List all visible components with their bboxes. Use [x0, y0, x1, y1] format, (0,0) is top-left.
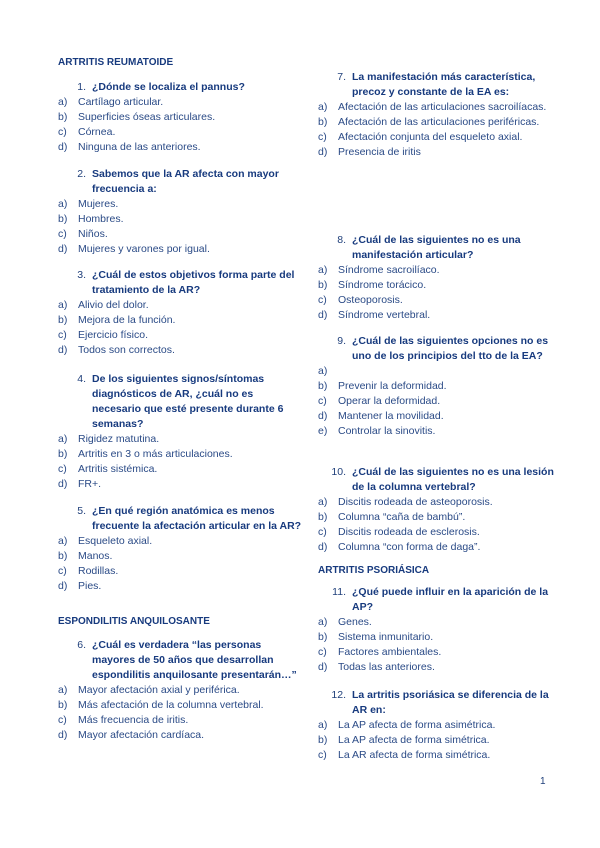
option-letter: d): [58, 580, 68, 592]
answer-option: [318, 630, 563, 645]
option-letter: a): [58, 684, 68, 696]
option-letter: b): [318, 279, 328, 291]
option-text: Afectación conjunta del esqueleto axial.: [338, 131, 523, 143]
option-text: Síndrome sacroilíaco.: [338, 264, 440, 276]
question-text: [318, 70, 563, 100]
question-prompt: ¿En qué región anatómica es menos frecuente la afectación articular en la AR?: [92, 505, 302, 532]
option-letter: a): [58, 433, 68, 445]
section-heading-espondilitis: ESPONDILITIS ANQUILOSANTE: [58, 616, 210, 627]
option-text: Síndrome torácico.: [338, 279, 427, 291]
question-prompt: ¿Cuál de las siguientes no es una lesión de la columna vertebral?: [352, 466, 554, 493]
option-text: Ninguna de las anteriores.: [78, 141, 201, 153]
option-letter: d): [318, 661, 328, 673]
question-prompt: ¿Cuál de las siguientes no es una manifestación articular?: [352, 234, 521, 261]
question-prompt: ¿Cuál de las siguientes opciones no es uno de los principios del tto de la EA?: [352, 335, 549, 362]
option-letter: a): [58, 96, 68, 108]
question-number: 2.: [77, 168, 86, 180]
option-letter: b): [58, 550, 68, 562]
option-text: Prevenir la deformidad.: [338, 380, 447, 392]
option-text: Esqueleto axial.: [78, 535, 153, 547]
question-number: 12.: [331, 689, 346, 701]
answer-option: [318, 733, 563, 748]
section-heading-artritis-reumatoide: ARTRITIS REUMATOIDE: [58, 57, 174, 68]
option-text: Superficies óseas articulares.: [78, 111, 216, 123]
answer-option: [58, 343, 303, 358]
option-letter: d): [318, 541, 328, 553]
answer-option: [58, 713, 303, 728]
answer-option: [58, 564, 303, 579]
option-text: Artritis en 3 o más articulaciones.: [78, 448, 233, 460]
question-4: [58, 372, 303, 492]
answer-option: [318, 278, 563, 293]
question-6: [58, 638, 303, 743]
option-letter: d): [58, 141, 68, 153]
answer-option: [58, 125, 303, 140]
option-text: Más afectación de la columna vertebral.: [78, 699, 264, 711]
answer-option: [58, 242, 303, 257]
option-text: Ejercicio físico.: [78, 329, 149, 341]
option-text: Todas las anteriores.: [338, 661, 435, 673]
option-letter: d): [58, 243, 68, 255]
option-text: Controlar la sinovitis.: [338, 425, 436, 437]
question-8: [318, 233, 563, 323]
option-letter: b): [58, 699, 68, 711]
question-11: [318, 585, 563, 675]
question-text: [318, 465, 563, 495]
option-letter: c): [58, 329, 67, 341]
question-prompt: ¿Dónde se localiza el pannus?: [92, 81, 245, 93]
option-text: Columna “con forma de daga”.: [338, 541, 481, 553]
option-letter: c): [318, 646, 327, 658]
answer-option: [58, 728, 303, 743]
option-letter: a): [318, 264, 328, 276]
question-text: [58, 504, 303, 534]
answer-option: [58, 227, 303, 242]
option-letter: b): [58, 314, 68, 326]
option-letter: c): [318, 749, 327, 761]
option-letter: a): [318, 719, 328, 731]
question-text: [58, 80, 303, 95]
option-letter: c): [318, 526, 327, 538]
answer-option: [318, 263, 563, 278]
question-prompt: ¿Cuál de estos objetivos forma parte del tratamiento de la AR?: [92, 269, 295, 296]
question-text: [318, 688, 563, 718]
question-2: [58, 167, 303, 257]
option-text: Todos son correctos.: [78, 344, 175, 356]
option-text: Discitis rodeada de asteoporosis.: [338, 496, 493, 508]
answer-option: [318, 525, 563, 540]
question-5: [58, 504, 303, 594]
option-text: Afectación de las articulaciones periféricas.: [338, 116, 540, 128]
option-text: Mejora de la función.: [78, 314, 176, 326]
answer-option: [318, 293, 563, 308]
option-letter: a): [58, 535, 68, 547]
option-letter: a): [318, 496, 328, 508]
question-number: 5.: [77, 505, 86, 517]
question-1: [58, 80, 303, 155]
option-text: Cartílago articular.: [78, 96, 164, 108]
question-text: [318, 233, 563, 263]
option-text: [338, 364, 563, 379]
question-number: 9.: [337, 335, 346, 347]
option-letter: c): [58, 714, 67, 726]
option-text: Mayor afectación cardíaca.: [78, 729, 205, 741]
option-letter: d): [318, 309, 328, 321]
answer-option: [318, 424, 563, 439]
option-text: Operar la deformidad.: [338, 395, 441, 407]
question-number: 7.: [337, 71, 346, 83]
option-letter: b): [58, 448, 68, 460]
option-letter: c): [58, 228, 67, 240]
question-prompt: La artritis psoriásica se diferencia de la AR en:: [352, 689, 549, 716]
question-text: [58, 372, 303, 432]
option-letter: c): [318, 294, 327, 306]
question-7: [318, 70, 563, 160]
answer-option: [58, 313, 303, 328]
option-text: Genes.: [338, 616, 372, 628]
option-text: Hombres.: [78, 213, 124, 225]
answer-option: [58, 140, 303, 155]
answer-option: [58, 95, 303, 110]
option-text: Rigidez matutina.: [78, 433, 160, 445]
option-text: Factores ambientales.: [338, 646, 442, 658]
option-text: Más frecuencia de iritis.: [78, 714, 189, 726]
question-number: 1.: [77, 81, 86, 93]
answer-option: [58, 549, 303, 564]
question-text: [318, 585, 563, 615]
question-prompt: De los siguientes signos/síntomas diagnósticos de AR, ¿cuál no es necesario que esté presente durante 6 semanas?: [92, 373, 284, 430]
option-text: Discitis rodeada de esclerosis.: [338, 526, 480, 538]
option-text: Mayor afectación axial y periférica.: [78, 684, 240, 696]
question-12: [318, 688, 563, 763]
option-letter: c): [318, 395, 327, 407]
question-prompt: ¿Cuál es verdadera “las personas mayores de 50 años que desarrollan espondilitis anquilosante presentarán…”: [92, 639, 297, 681]
option-text: Pies.: [78, 580, 102, 592]
answer-option: [318, 510, 563, 525]
option-letter: c): [58, 126, 67, 138]
option-text: Rodillas.: [78, 565, 119, 577]
question-3: [58, 268, 303, 358]
option-letter: b): [318, 631, 328, 643]
answer-option: [58, 462, 303, 477]
option-letter: d): [58, 478, 68, 490]
option-letter: d): [318, 146, 328, 158]
option-text: La AR afecta de forma simétrica.: [338, 749, 491, 761]
option-text: Niños.: [78, 228, 108, 240]
question-prompt: ¿Qué puede influir en la aparición de la AP?: [352, 586, 549, 613]
answer-option: [58, 534, 303, 549]
answer-option: [318, 409, 563, 424]
answer-option: [58, 683, 303, 698]
question-number: 8.: [337, 234, 346, 246]
answer-option: [318, 308, 563, 323]
option-letter: e): [318, 425, 328, 437]
option-letter: a): [318, 616, 328, 628]
option-text: Columna “caña de bambú”.: [338, 511, 466, 523]
answer-option: [58, 447, 303, 462]
option-letter: a): [318, 101, 328, 113]
answer-option: [318, 645, 563, 660]
answer-option: [318, 660, 563, 675]
answer-option: [58, 197, 303, 212]
option-letter: a): [58, 299, 68, 311]
answer-option: [58, 110, 303, 125]
answer-option: [318, 615, 563, 630]
answer-option: [318, 748, 563, 763]
option-text: Manos.: [78, 550, 113, 562]
option-letter: a): [58, 198, 68, 210]
answer-option: [58, 698, 303, 713]
section-heading-artritis-psoriasica: ARTRITIS PSORIÁSICA: [318, 565, 430, 576]
option-letter: d): [58, 344, 68, 356]
option-letter: b): [58, 111, 68, 123]
answer-option: [318, 394, 563, 409]
question-prompt: La manifestación más característica, precoz y constante de la EA es:: [352, 71, 536, 98]
question-number: 3.: [77, 269, 86, 281]
question-number: 11.: [332, 586, 346, 598]
option-letter: a): [318, 365, 328, 377]
answer-option: [318, 718, 563, 733]
option-text: Presencia de iritis: [338, 146, 421, 158]
option-letter: b): [318, 380, 328, 392]
answer-option: [58, 298, 303, 313]
option-text: Córnea.: [78, 126, 116, 138]
question-10: [318, 465, 563, 555]
question-number: 4.: [77, 373, 86, 385]
option-letter: b): [58, 213, 68, 225]
answer-option: [58, 432, 303, 447]
question-text: [58, 638, 303, 683]
option-text: Mantener la movilidad.: [338, 410, 444, 422]
answer-option: [58, 477, 303, 492]
option-letter: d): [58, 729, 68, 741]
option-text: Alivio del dolor.: [78, 299, 149, 311]
option-text: Artritis sistémica.: [78, 463, 158, 475]
answer-option: [318, 379, 563, 394]
option-letter: c): [58, 463, 67, 475]
answer-option: [58, 579, 303, 594]
answer-option: [318, 100, 563, 115]
answer-option: [318, 540, 563, 555]
option-letter: c): [318, 131, 327, 143]
option-letter: d): [318, 410, 328, 422]
answer-option: [318, 115, 563, 130]
option-text: Sistema inmunitario.: [338, 631, 434, 643]
option-text: Mujeres y varones por igual.: [78, 243, 210, 255]
option-text: La AP afecta de forma simétrica.: [338, 734, 490, 746]
option-text: Afectación de las articulaciones sacroilíacas.: [338, 101, 547, 113]
answer-option: [58, 328, 303, 343]
answer-option: [318, 495, 563, 510]
option-text: Síndrome vertebral.: [338, 309, 431, 321]
option-text: Mujeres.: [78, 198, 119, 210]
option-letter: b): [318, 511, 328, 523]
question-text: [318, 334, 563, 364]
option-letter: c): [58, 565, 67, 577]
answer-option: [318, 130, 563, 145]
question-number: 10.: [331, 466, 346, 478]
option-text: FR+.: [78, 478, 102, 490]
option-letter: b): [318, 734, 328, 746]
question-9: [318, 334, 563, 439]
answer-option: [318, 145, 563, 160]
option-text: Osteoporosis.: [338, 294, 403, 306]
option-letter: b): [318, 116, 328, 128]
answer-option: [318, 364, 563, 379]
question-prompt: Sabemos que la AR afecta con mayor frecuencia a:: [92, 168, 279, 195]
option-text: La AP afecta de forma asimétrica.: [338, 719, 496, 731]
answer-option: [58, 212, 303, 227]
question-text: [58, 167, 303, 197]
question-number: 6.: [77, 639, 86, 651]
question-text: [58, 268, 303, 298]
page-number: 1: [540, 776, 546, 787]
